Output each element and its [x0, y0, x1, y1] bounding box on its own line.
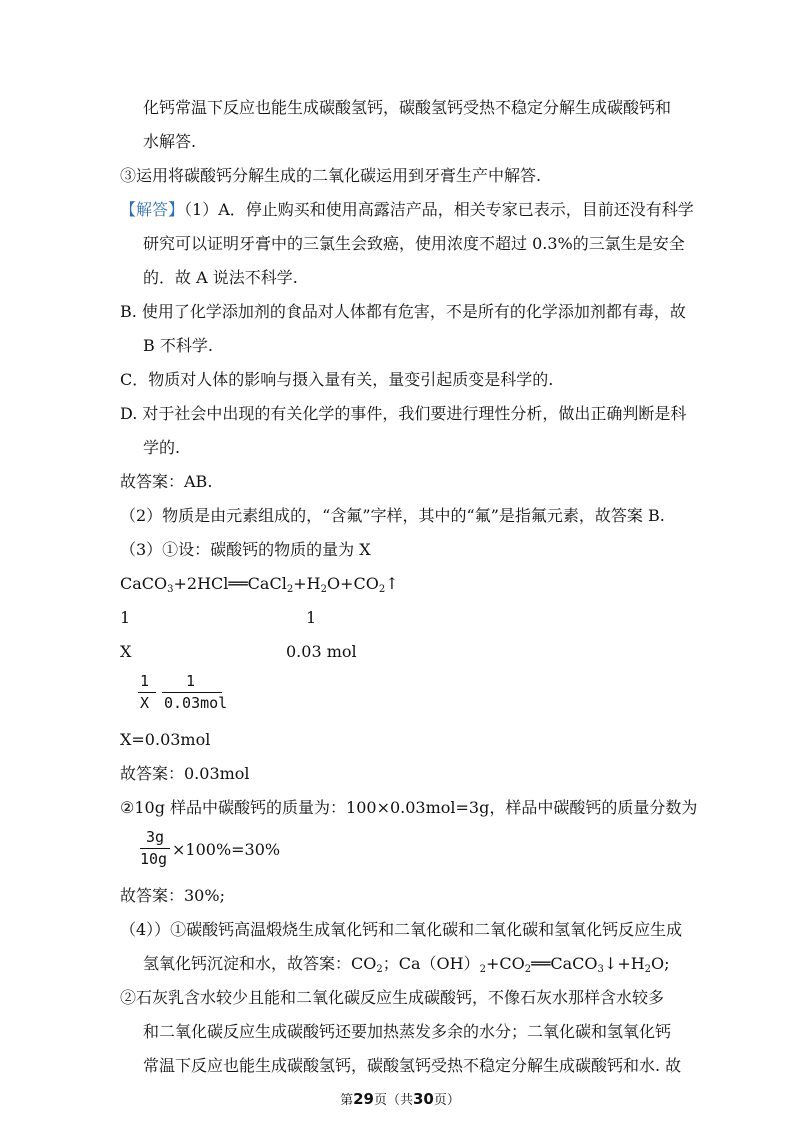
text-line: 和二氧化碳反应生成碳酸钙还要加热蒸发多余的水分；二氧化碳和氢氧化钙 [143, 1022, 672, 1041]
proportion-fraction [138, 672, 228, 716]
text-line: 化钙常温下反应也能生成碳酸氢钙，碳酸氢钙受热不稳定分解生成碳酸钙和 [143, 98, 672, 117]
text-line: 故答案：AB. [120, 472, 213, 491]
text-line: （4））①碳酸钙高温煅烧生成氧化钙和二氧化碳和二氧化碳和氢氧化钙反应生成 [120, 920, 683, 939]
page-footer: 第29页（共30页） [340, 1090, 460, 1108]
text-line: ②石灰乳含水较少且能和二氧化碳反应生成碳酸钙，不像石灰水那样含水较多 [120, 988, 665, 1007]
text-line: B 不科学. [143, 336, 213, 355]
page-number: 29 [353, 1090, 374, 1108]
text-line [120, 199, 694, 221]
percentage-fraction [140, 828, 280, 872]
amount: 0.03 mol [286, 642, 357, 661]
text-line: X=0.03mol [120, 730, 211, 749]
denominator: 10g [140, 850, 168, 868]
text-line: 水解答. [143, 132, 197, 151]
answer-tag: 【解答】 [120, 200, 185, 219]
denominator: X [140, 694, 150, 712]
chemical-equation: $CaCO_3+2HCl══CaCl_2+H_2O+CO_2↑$ [120, 574, 399, 595]
percentage-result: ×100%=30% [172, 840, 281, 859]
coefficient: 1 [120, 608, 131, 627]
text-line: ③运用将碳酸钙分解生成的二氧化碳运用到牙膏生产中解答. [120, 166, 542, 185]
text-line: 常温下反应也能生成碳酸氢钙，碳酸氢钙受热不稳定分解生成碳酸钙和水. 故 [143, 1056, 682, 1075]
numerator: 1 [140, 672, 150, 690]
denominator: 0.03mol [164, 694, 228, 712]
text-line: B. 使用了化学添加剂的食品对人体都有危害，不是所有的化学添加剂都有毒，故 [120, 302, 686, 321]
text-line: 的．故 A 说法不科学. [143, 268, 298, 287]
numerator: 3g [146, 828, 165, 846]
variable: X [120, 642, 132, 661]
page-total: 30 [413, 1090, 434, 1108]
text-line: 故答案：0.03mol [120, 764, 250, 783]
text-line: 故答案：30%; [120, 886, 225, 905]
coefficient: 1 [306, 608, 317, 627]
numerator: 1 [186, 672, 196, 690]
text-line: （2）物质是由元素组成的，“含氟”字样，其中的“氟”是指氟元素，故答案 B. [120, 506, 665, 525]
text-line: C．物质对人体的影响与摄入量有关，量变引起质变是科学的. [120, 370, 554, 389]
text-segment: （1）A．停止购买和使用高露洁产品，相关专家已表示，目前还没有科学 [184, 200, 694, 219]
text-line: 学的. [143, 438, 181, 457]
text-line: ②10g 样品中碳酸钙的质量为：100×0.03mol=3g，样品中碳酸钙的质量分数为 [120, 798, 698, 817]
text-line: D. 对于社会中出现的有关化学的事件，我们要进行理性分析，做出正确判断是科 [120, 404, 687, 423]
text-line: （3）①设：碳酸钙的物质的量为 X [120, 540, 371, 559]
text-line: 氢氧化钙沉淀和水，故答案：$CO_2$；$Ca(OH)_2+CO_2══CaCO_3↓+H_2O$; [143, 954, 670, 975]
text-line: 研究可以证明牙膏中的三氯生会致癌，使用浓度不超过 0.3%的三氯生是安全 [143, 234, 685, 253]
